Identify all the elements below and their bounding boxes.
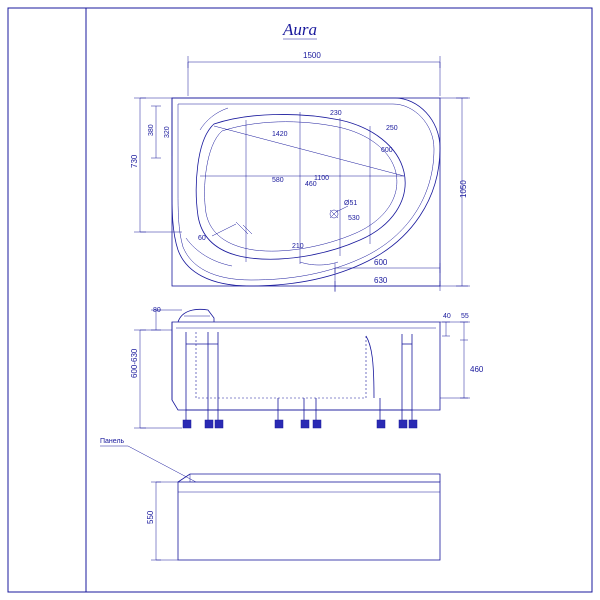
dim-1050: 1050 bbox=[459, 180, 468, 198]
dim-230: 230 bbox=[330, 110, 342, 117]
dim-460: 460 bbox=[470, 365, 484, 374]
front-body-outline bbox=[172, 322, 440, 410]
dim-460: 460 bbox=[305, 181, 317, 188]
dim-1100: 1100 bbox=[314, 175, 330, 182]
panel-view bbox=[100, 438, 440, 560]
dim-530: 530 bbox=[348, 215, 360, 222]
dim-55: 55 bbox=[461, 313, 469, 320]
panel-top-face bbox=[178, 474, 440, 482]
sheet-border bbox=[8, 8, 592, 592]
dim-580: 580 bbox=[272, 177, 284, 184]
dim-1420: 1420 bbox=[272, 131, 288, 138]
bath-headrest-arc bbox=[200, 108, 228, 130]
bath-bowl-inner bbox=[205, 122, 397, 251]
chamfer-leader bbox=[212, 224, 236, 236]
front-headrest-bump bbox=[178, 309, 214, 322]
dim-730: 730 bbox=[130, 154, 139, 168]
dim-line-1420 bbox=[214, 126, 404, 176]
drain-dia-label: Ø51 bbox=[344, 200, 358, 207]
front-view bbox=[130, 307, 484, 428]
dim-600: 600 bbox=[374, 258, 388, 267]
dim-380: 380 bbox=[148, 124, 155, 136]
chamfer-hatch-2 bbox=[243, 225, 252, 234]
top-view bbox=[130, 51, 470, 292]
dim-210: 210 bbox=[292, 243, 304, 250]
dim-60: 60 bbox=[198, 235, 206, 242]
frame-feet bbox=[183, 420, 417, 428]
drawing-title: Aura bbox=[283, 20, 317, 39]
front-basin-right bbox=[366, 336, 374, 398]
dim-80: 80 bbox=[153, 307, 161, 314]
dim-600-630: 600-630 bbox=[130, 348, 139, 378]
bath-foot-arc bbox=[300, 262, 338, 265]
dim-1500: 1500 bbox=[303, 51, 321, 60]
panel-outline bbox=[178, 482, 440, 560]
dim-320: 320 bbox=[164, 126, 171, 138]
panel-label: Панель bbox=[100, 438, 125, 445]
bath-bowl-outline bbox=[196, 114, 405, 259]
dim-600-small: 600 bbox=[381, 147, 393, 154]
front-basin-dashed bbox=[196, 332, 366, 398]
dim-550: 550 bbox=[146, 510, 155, 524]
dim-630: 630 bbox=[374, 276, 388, 285]
dim-250: 250 bbox=[386, 125, 398, 132]
dim-40: 40 bbox=[443, 313, 451, 320]
